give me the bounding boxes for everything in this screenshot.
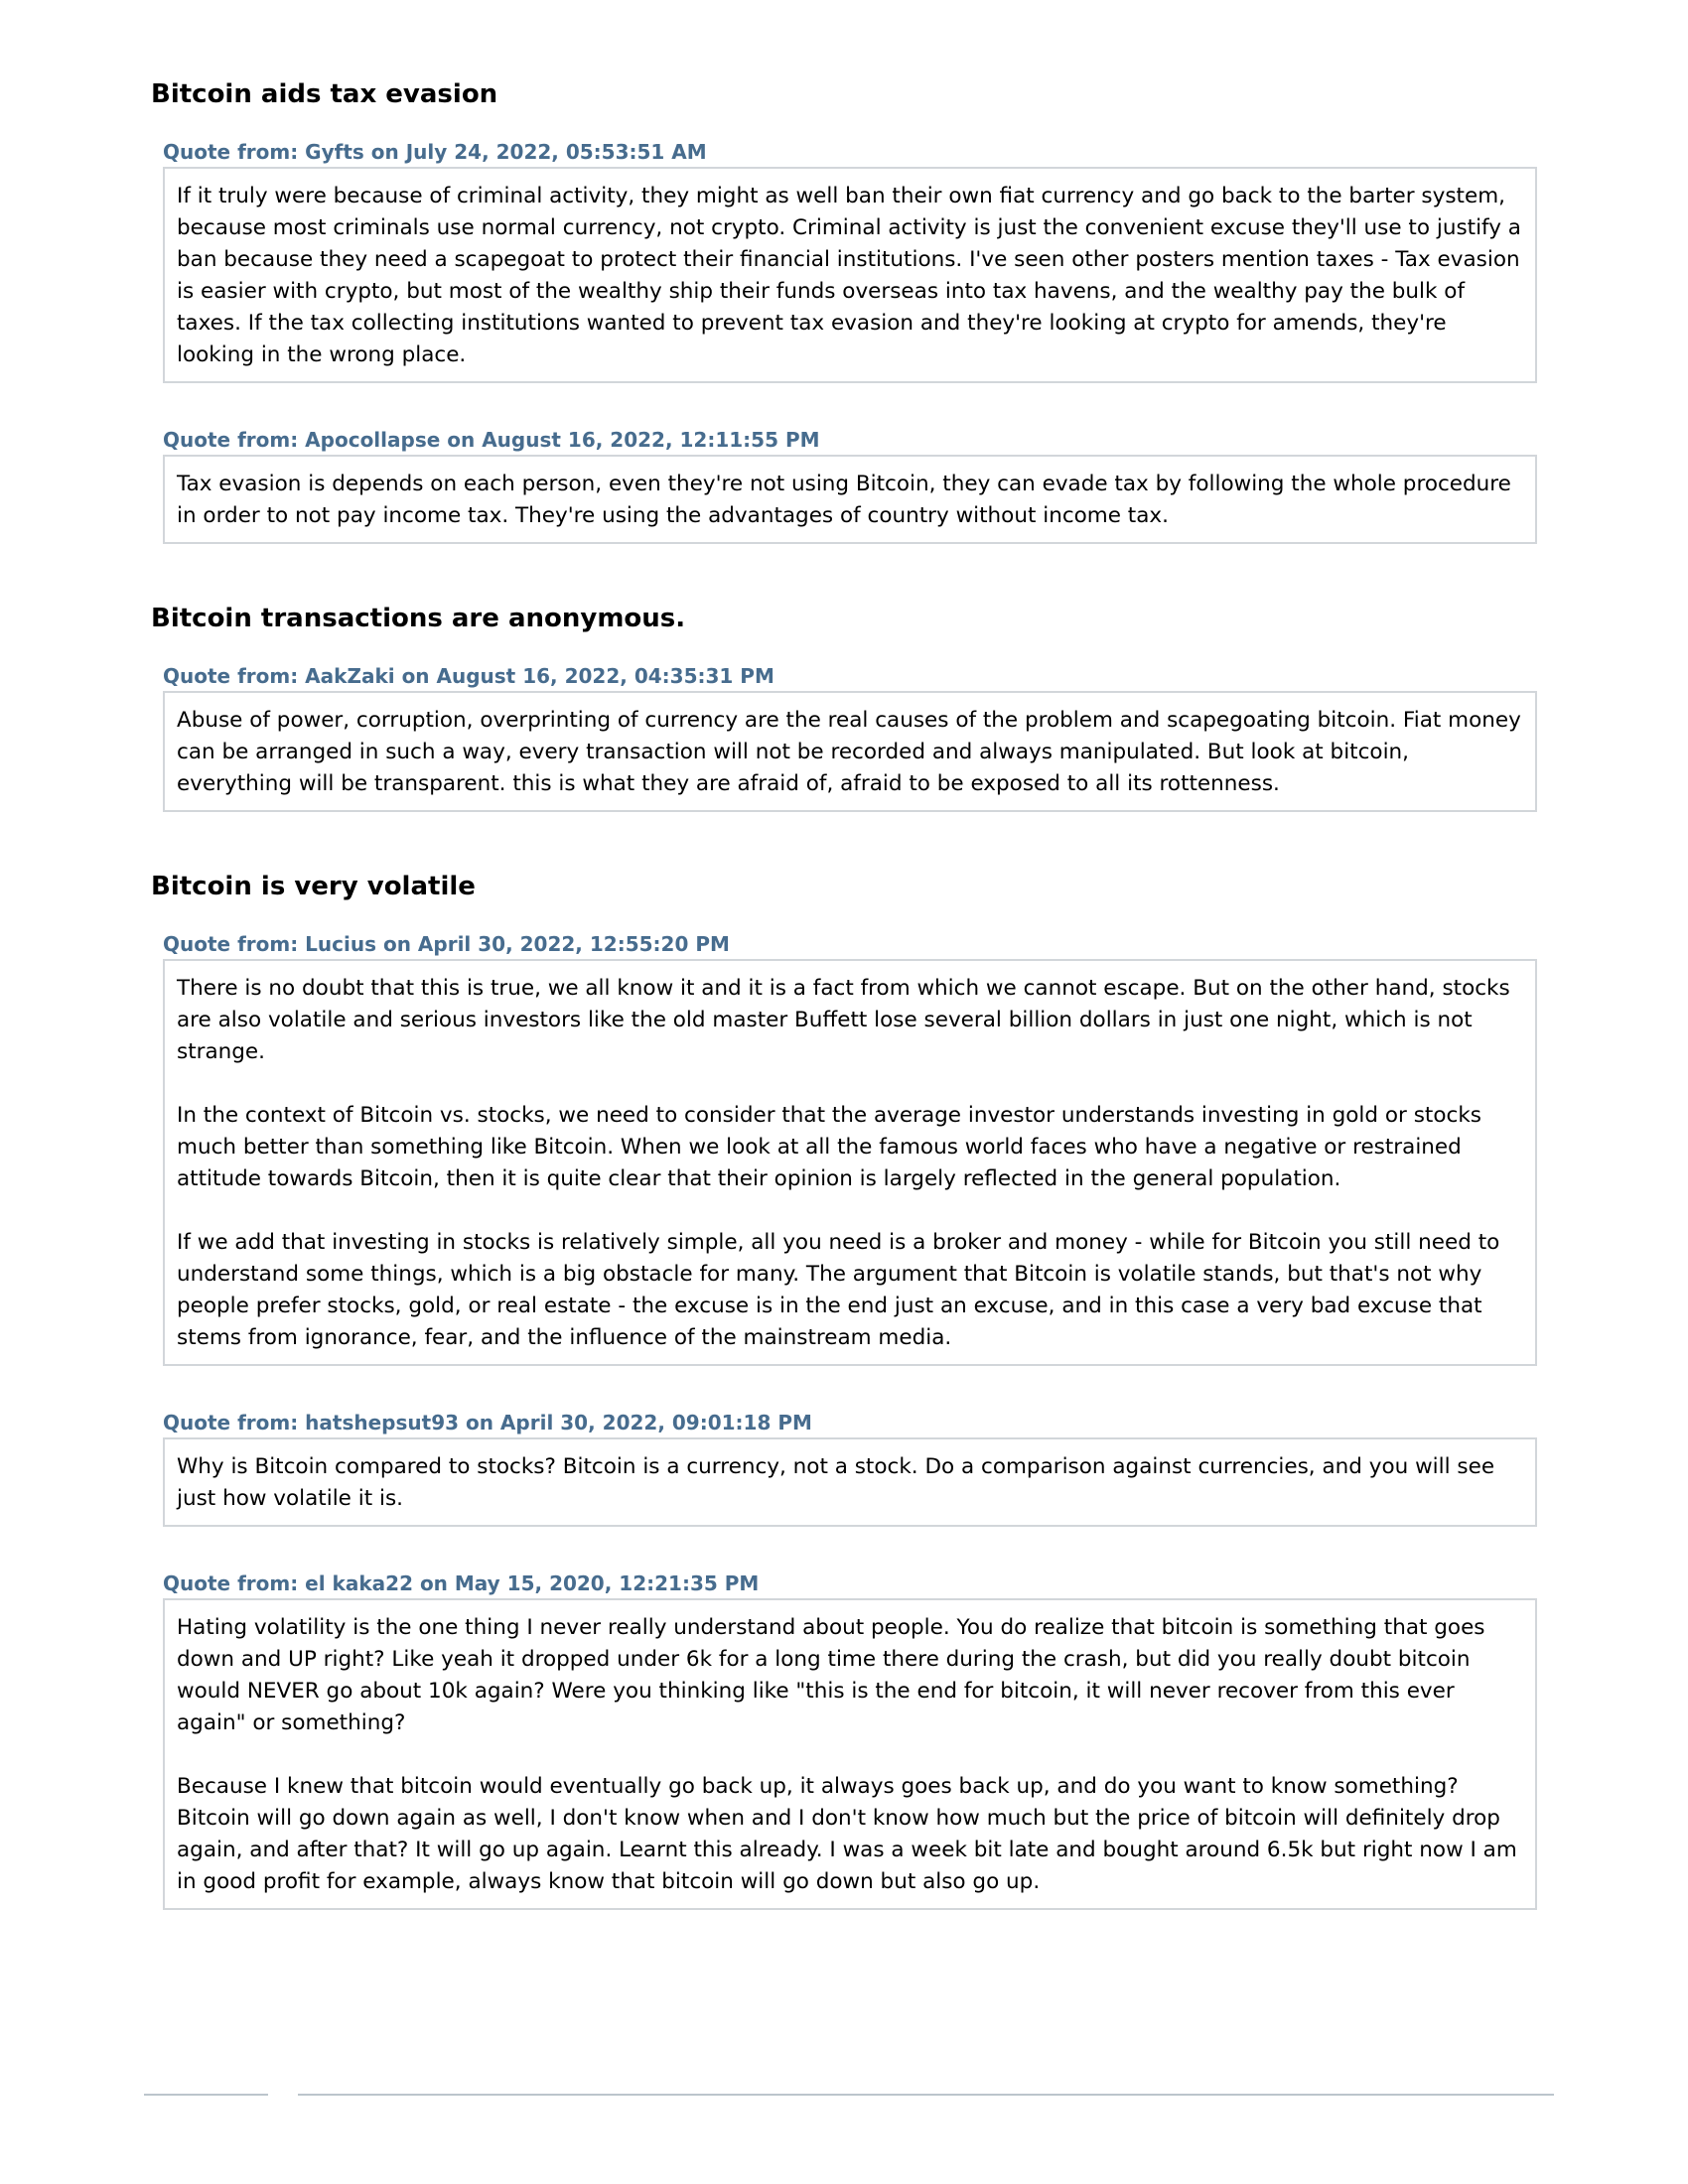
quote-body <box>163 691 1537 812</box>
footer-divider-long <box>298 2094 1554 2096</box>
quote-body <box>163 455 1537 544</box>
section-anonymous <box>151 602 1541 812</box>
footer-divider-short <box>144 2094 268 2096</box>
quote-header[interactable]: Quote from: el kaka22 on May 15, 2020, 12:21:35 PM <box>163 1571 760 1595</box>
document-page <box>151 77 1541 1910</box>
section-heading: Bitcoin is very volatile <box>151 872 476 901</box>
quote-paragraph: If it truly were because of criminal activity, they might as well ban their own fiat currency and go back to the barter system, because most criminals use normal currency, not crypto. Criminal activity is just the convenient excuse they'll use to justify a ban because they need a scapegoat to protect their financial institutions. I've seen other posters mention taxes - Tax evasion is easier with crypto, but most of the wealthy ship their funds overseas into tax havens, and the wealthy pay the bulk of taxes. If the tax collecting institutions wanted to prevent tax evasion and they're looking at crypto for amends, they're looking in the wrong place. <box>177 184 1521 367</box>
quote-body <box>163 1598 1537 1910</box>
quote-paragraph: Why is Bitcoin compared to stocks? Bitcoin is a currency, not a stock. Do a comparison against currencies, and you will see just how volatile it is. <box>177 1454 1495 1511</box>
section-tax-evasion <box>151 77 1541 544</box>
quote-block <box>163 427 1537 544</box>
quote-header[interactable]: Quote from: Lucius on April 30, 2022, 12:55:20 PM <box>163 932 730 956</box>
quote-paragraph: There is no doubt that this is true, we all know it and it is a fact from which we cannot escape. But on the other hand, stocks are also volatile and serious investors like the old master Buffett lose several billion dollars in just one night, which is not strange. <box>177 976 1510 1064</box>
quote-header[interactable]: Quote from: Gyfts on July 24, 2022, 05:53:51 AM <box>163 140 707 164</box>
quote-header[interactable]: Quote from: Apocollapse on August 16, 2022, 12:11:55 PM <box>163 428 820 452</box>
quote-block <box>163 139 1537 383</box>
section-volatile <box>151 870 1541 1910</box>
section-heading: Bitcoin transactions are anonymous. <box>151 604 686 633</box>
quote-body <box>163 167 1537 383</box>
quote-body <box>163 959 1537 1366</box>
quote-paragraph: Because I knew that bitcoin would eventually go back up, it always goes back up, and do you want to know something? Bitcoin will go down again as well, I don't know when and I don't know how much but the price of bitcoin will definitely drop again, and after that? It will go up again. Learnt this already. I was a week bit late and bought around 6.5k but right now I am in good profit for example, always know that bitcoin will go down but also go up. <box>177 1774 1517 1894</box>
quote-header[interactable]: Quote from: hatshepsut93 on April 30, 2022, 09:01:18 PM <box>163 1411 812 1434</box>
quote-block <box>163 1570 1537 1910</box>
quote-block <box>163 663 1537 812</box>
quote-paragraph: If we add that investing in stocks is relatively simple, all you need is a broker and money - while for Bitcoin you still need to understand some things, which is a big obstacle for many. The argument that Bitcoin is volatile stands, but that's not why people prefer stocks, gold, or real estate - the excuse is in the end just an excuse, and in this case a very bad excuse that stems from ignorance, fear, and the influence of the mainstream media. <box>177 1230 1500 1350</box>
quote-paragraph: In the context of Bitcoin vs. stocks, we need to consider that the average investor understands investing in gold or stocks much better than something like Bitcoin. When we look at all the famous world faces who have a negative or restrained attitude towards Bitcoin, then it is quite clear that their opinion is largely reflected in the general population. <box>177 1103 1481 1191</box>
quote-block <box>163 1410 1537 1527</box>
quote-header[interactable]: Quote from: AakZaki on August 16, 2022, 04:35:31 PM <box>163 664 774 688</box>
quote-body <box>163 1437 1537 1527</box>
quote-paragraph: Tax evasion is depends on each person, even they're not using Bitcoin, they can evade tax by following the whole procedure in order to not pay income tax. They're using the advantages of country without income tax. <box>177 472 1511 528</box>
quote-paragraph: Hating volatility is the one thing I never really understand about people. You do realize that bitcoin is something that goes down and UP right? Like yeah it dropped under 6k for a long time there during the crash, but did you really doubt bitcoin would NEVER go about 10k again? Were you thinking like "this is the end for bitcoin, it will never recover from this ever again" or something? <box>177 1615 1485 1735</box>
quote-paragraph: Abuse of power, corruption, overprinting of currency are the real causes of the problem and scapegoating bitcoin. Fiat money can be arranged in such a way, every transaction will not be recorded and always manipulated. But look at bitcoin, everything will be transparent. this is what they are afraid of, afraid to be exposed to all its rottenness. <box>177 708 1521 796</box>
section-heading: Bitcoin aids tax evasion <box>151 79 498 109</box>
quote-block <box>163 931 1537 1366</box>
